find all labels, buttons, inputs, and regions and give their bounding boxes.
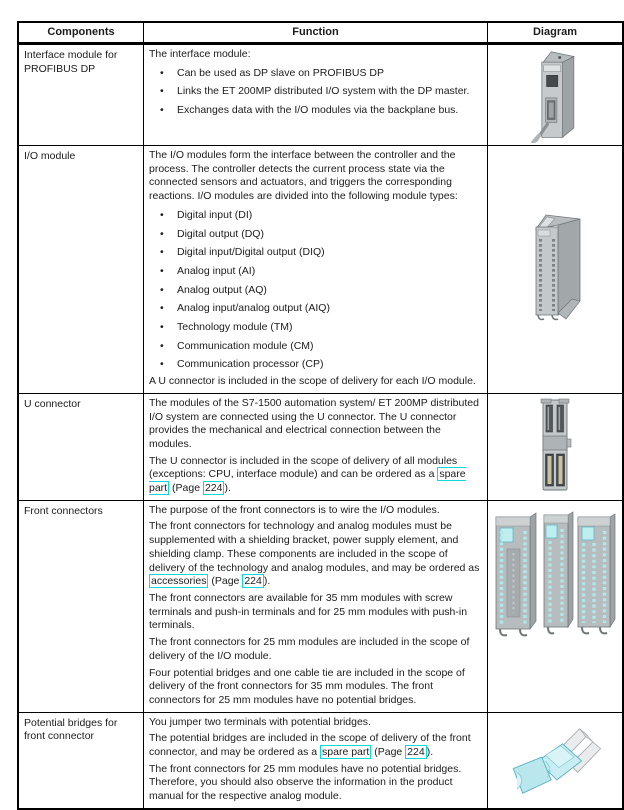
- paragraph: [149, 716, 481, 730]
- bullet-item: [149, 265, 481, 279]
- text-content: [149, 48, 251, 60]
- paragraph: [149, 667, 481, 708]
- diagram-cell: [487, 146, 622, 393]
- text-content: [177, 340, 314, 354]
- header-components: Components: [47, 26, 115, 38]
- bullet-item: [149, 104, 481, 118]
- page-link[interactable]: spare part: [149, 468, 466, 495]
- text-run: A U connector is included in the scope of delivery for each I/O module.: [149, 375, 476, 388]
- text-run: The potential bridges are included in the scope of delivery of the front connector, and may be ordered as a: [149, 732, 471, 759]
- text-run: The interface module:: [149, 48, 251, 60]
- component-name: Front connectors: [24, 504, 103, 517]
- paragraph: [149, 763, 481, 804]
- text-content: [149, 455, 466, 495]
- bullet-item: [149, 340, 481, 354]
- text-run: Technology module (TM): [177, 321, 293, 334]
- text-run: Communication processor (CP): [177, 358, 324, 371]
- bullet-icon: •: [160, 85, 164, 98]
- io-module-icon: [524, 213, 586, 325]
- diagram-cell: [487, 501, 622, 712]
- text-content: [149, 667, 465, 706]
- paragraph: [149, 636, 481, 663]
- text-run: Analog input (AI): [177, 264, 256, 277]
- paragraph: [149, 732, 481, 759]
- text-content: [177, 85, 469, 99]
- text-run: The front connectors for technology and analog modules must be supplemented with a shielding bracket, power supply element, and shielding clamp. These components are included in the scope of delivery of the technology and analog modules, and may be ordered as: [149, 520, 480, 574]
- bullet-item: [149, 246, 481, 260]
- bullet-icon: •: [160, 339, 164, 352]
- text-content: [177, 104, 458, 118]
- text-run: The front connectors are available for 35 mm modules with screw terminals and push-in terminals and for 25 mm modules with push-in terminals.: [149, 591, 468, 632]
- diagram-cell: [487, 45, 622, 145]
- text-content: [177, 209, 252, 223]
- text-content: [177, 265, 255, 279]
- text-content: [149, 375, 476, 387]
- text-content: [149, 732, 471, 759]
- table-row-interface-module: [19, 44, 622, 145]
- paragraph: [149, 520, 481, 589]
- bullet-item: [149, 358, 481, 372]
- bullet-item: [149, 209, 481, 223]
- potential-bridge-icon: [499, 723, 611, 797]
- text-content: [149, 397, 479, 450]
- text-run: ).: [224, 482, 231, 495]
- text-run: The modules of the S7-1500 automation system/ ET 200MP distributed I/O system are connected using the U connector. The U connector provides the mechanical and electrical connection between the modules.: [149, 396, 479, 450]
- text-content: [177, 358, 323, 372]
- component-name: Interface module for PROFIBUS DP: [24, 49, 118, 75]
- paragraph: [149, 455, 481, 496]
- bullet-item: [149, 85, 481, 99]
- text-run: Analog output (AQ): [177, 283, 267, 296]
- bullet-icon: •: [160, 227, 164, 240]
- text-content: [177, 67, 384, 81]
- text-content: [149, 520, 479, 588]
- bullet-icon: •: [160, 66, 164, 79]
- function-cell: [143, 394, 487, 500]
- text-run: Four potential bridges and one cable tie are included in the scope of delivery of the front connectors for 35 mm modules. The front connectors for 25 mm modules have no potential bridges.: [149, 666, 465, 706]
- bullet-item: [149, 228, 481, 242]
- paragraph: [149, 504, 481, 518]
- diagram-cell: [487, 713, 622, 808]
- component-name: I/O module: [24, 150, 76, 162]
- u-connector-icon: [535, 398, 575, 492]
- text-run: Can be used as DP slave on PROFIBUS DP: [177, 66, 384, 79]
- paragraph: [149, 397, 481, 452]
- text-run: (Page: [371, 746, 406, 759]
- bullet-icon: •: [160, 246, 164, 259]
- table-row-u-connector: [19, 393, 622, 500]
- text-content: [149, 149, 458, 202]
- bullet-icon: •: [160, 104, 164, 117]
- paragraph: [149, 48, 481, 62]
- bullet-icon: •: [160, 283, 164, 296]
- paragraph: [149, 592, 481, 633]
- text-run: The I/O modules form the interface between the controller and the process. The controller detects the current process state via the connected sensors and actuators, and triggers the corresponding reactions. I/O modules are divided into the following module types:: [149, 149, 458, 203]
- function-cell: [143, 713, 487, 808]
- text-run: Links the ET 200MP distributed I/O system with the DP master.: [177, 85, 470, 98]
- interface-module-icon: [526, 49, 584, 143]
- text-run: Communication module (CM): [177, 339, 314, 352]
- text-content: [149, 592, 467, 631]
- component-name: Potential bridges for front connector: [24, 716, 118, 743]
- text-run: (Page: [208, 575, 243, 588]
- components-table: [17, 21, 624, 810]
- bullet-icon: •: [160, 208, 164, 221]
- page-link[interactable]: 224: [204, 482, 223, 495]
- bullet-item: [149, 321, 481, 335]
- bullet-icon: •: [160, 358, 164, 371]
- bullet-icon: •: [160, 264, 164, 277]
- function-cell: [143, 501, 487, 712]
- bullet-icon: •: [160, 321, 164, 334]
- text-content: [177, 284, 267, 298]
- text-run: You jumper two terminals with potential bridges.: [149, 715, 371, 728]
- text-content: [177, 321, 293, 335]
- text-content: [149, 763, 461, 802]
- page-link[interactable]: spare part: [322, 746, 370, 759]
- table-row-io-module: [19, 145, 622, 393]
- table-row-front-connectors: [19, 500, 622, 712]
- text-content: [177, 302, 330, 316]
- text-run: ).: [426, 746, 434, 759]
- function-cell: [143, 45, 487, 145]
- text-content: [149, 636, 469, 662]
- text-run: ).: [263, 575, 271, 588]
- text-run: The front connectors for 25 mm modules are included in the scope of delivery of the I/O module.: [149, 636, 470, 662]
- page-link[interactable]: accessories: [151, 575, 207, 588]
- bullet-icon: •: [160, 302, 164, 315]
- text-content: [177, 228, 264, 242]
- text-content: [149, 504, 440, 516]
- text-run: The U connector is included in the scope of delivery of all modules (exceptions: CPU, interface module) and can be ordered as a: [149, 454, 458, 481]
- text-run: The front connectors for 25 mm modules have no potential bridges. Therefore, you should also observe the information in the product manual for the respective analog module.: [149, 762, 462, 803]
- bullet-item: [149, 67, 481, 81]
- bullet-item: [149, 302, 481, 316]
- text-run: The purpose of the front connectors is to wire the I/O modules.: [149, 503, 440, 516]
- text-run: Digital input/Digital output (DIQ): [177, 246, 325, 259]
- component-name: U connector: [24, 397, 81, 410]
- header-diagram: Diagram: [487, 23, 622, 42]
- text-content: [177, 246, 325, 260]
- header-function: Function: [143, 23, 487, 42]
- paragraph: [149, 375, 481, 389]
- diagram-cell: [487, 394, 622, 500]
- text-run: Digital input (DI): [177, 208, 253, 221]
- text-run: Exchanges data with the I/O modules via the backplane bus.: [177, 104, 459, 117]
- header-row: [19, 23, 622, 44]
- text-run: Analog input/analog output (AIQ): [177, 302, 330, 315]
- paragraph: [149, 149, 481, 204]
- function-cell: [143, 146, 487, 393]
- text-run: (Page: [169, 482, 203, 495]
- text-run: Digital output (DQ): [177, 227, 264, 240]
- text-content: [149, 716, 371, 728]
- page-link[interactable]: 224: [407, 746, 425, 759]
- bullet-item: [149, 284, 481, 298]
- page-link[interactable]: 224: [244, 575, 262, 588]
- front-connectors-icon: [492, 509, 618, 641]
- table-row-potential-bridges: [19, 712, 622, 808]
